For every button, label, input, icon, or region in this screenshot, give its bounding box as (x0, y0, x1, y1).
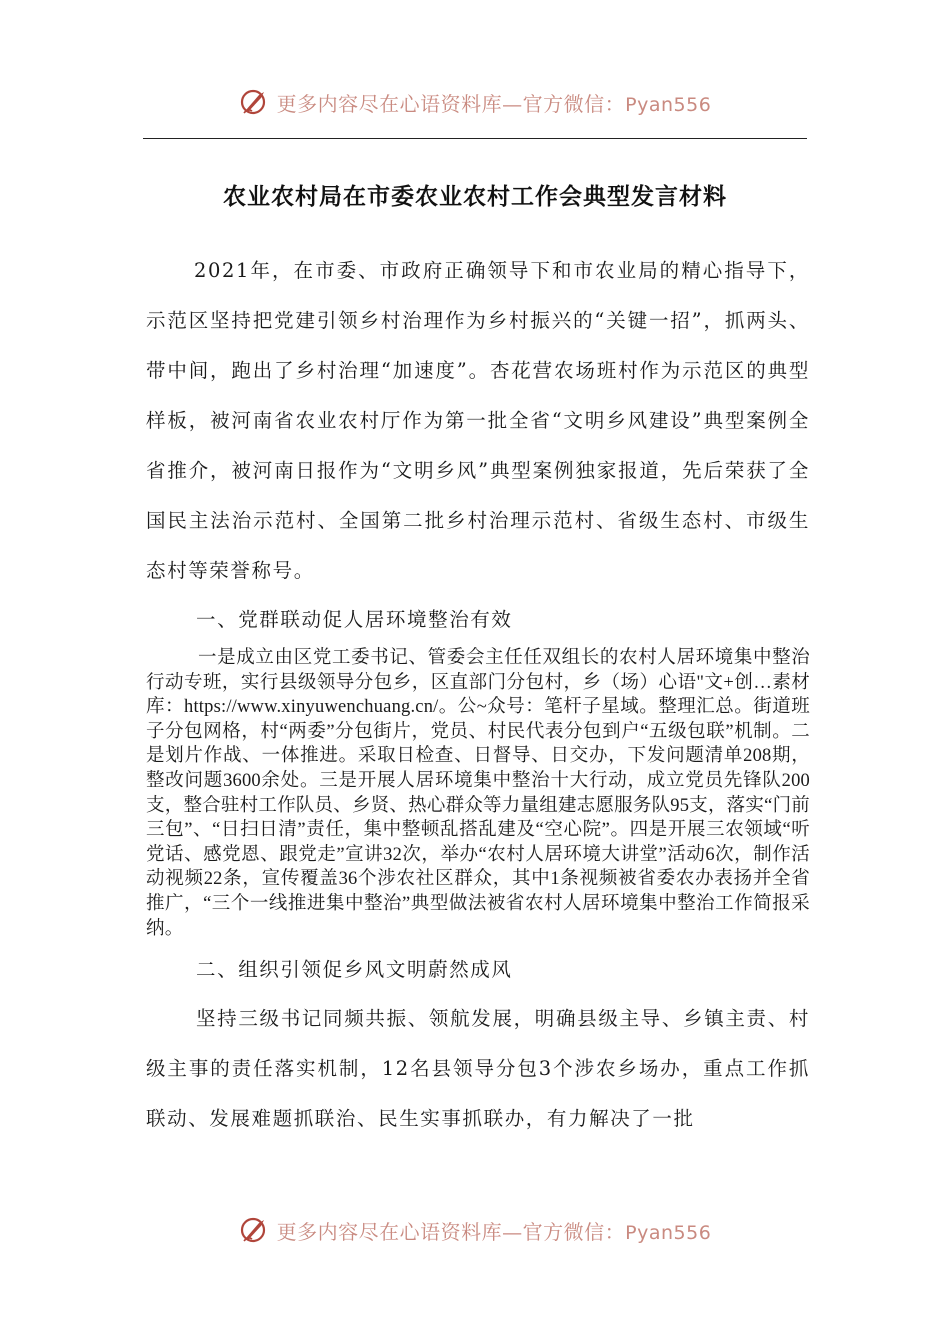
paragraph-intro: 2021年，在市委、市政府正确领导下和市农业局的精心指导下，示范区坚持把党建引领乡村治理作为乡村振兴的“关键一招”，抓两头、带中间，跑出了乡村治理“加速度”。杏花营农场班村作为示范区的典型样板，被河南省农业农村厅作为第一批全省“文明乡风建设”典型案例全省推介，被河南日报作为“文明乡风”典型案例独家报道，先后荣获了全国民主法治示范村、全国第二批乡村治理示范村、省级生态村、市级生态村等荣誉称号。 (146, 259, 810, 582)
banner-wechat-id: Pyan556 (625, 1221, 712, 1244)
section-heading-2: 二、组织引领促乡风文明蔚然成风 (196, 958, 513, 981)
document-title: 农业农村局在市委农业农村工作会典型发言材料 (223, 184, 727, 210)
banner-text (277, 88, 712, 117)
pen-logo-icon (239, 1214, 271, 1246)
banner-text-cn: 更多内容尽在心语资料库—官方微信： (276, 91, 626, 116)
footer-watermark-banner (0, 1210, 950, 1250)
header-rule (143, 138, 807, 139)
header-watermark-banner (0, 82, 950, 122)
pen-logo-icon (239, 86, 271, 118)
banner-wechat-id: Pyan556 (625, 93, 712, 116)
paragraph-section-1: 一是成立由区党工委书记、管委会主任任双组长的农村人居环境集中整治行动专班，实行县级领导分包乡，区直部门分包村，乡（场）心语"文+创…素材库：https://www.xinyuwenchuang.cn/。公~众号：笔杆子星域。整理汇总。街道班子分包网格，村“两委”分包街片，党员、村民代表分包到户“五级包联”机制。二是划片作战、一体推进。采取日检查、日督导、日交办，下发问题清单208期，整改问题3600余处。三是开展人居环境集中整治十大行动，成立党员先锋队200支，整合驻村工作队员、乡贤、热心群众等力量组建志愿服务队95支，落实“门前三包”、“日扫日清”责任，集中整顿乱搭乱建及“空心院”。四是开展三农领域“听党话、感党恩、跟党走”宣讲32次，举办“农村人居环境大讲堂”活动6次，制作活动视频22条，宣传覆盖36个涉农社区群众，其中1条视频被省委农办表扬并全省推广，“三个一线推进集中整治”典型做法被省农村人居环境集中整治工作简报采纳。 (146, 648, 810, 939)
section-heading-1: 一、党群联动促人居环境整治有效 (196, 608, 513, 631)
paragraph-section-2: 坚持三级书记同频共振、领航发展，明确县级主导、乡镇主责、村级主事的责任落实机制，12名县领导分包3个涉农乡场办，重点工作抓联动、发展难题抓联治、民生实事抓联办，有力解决了一批 (146, 1007, 810, 1130)
banner-text-cn: 更多内容尽在心语资料库—官方微信： (276, 1219, 626, 1244)
banner-text (277, 1216, 712, 1245)
